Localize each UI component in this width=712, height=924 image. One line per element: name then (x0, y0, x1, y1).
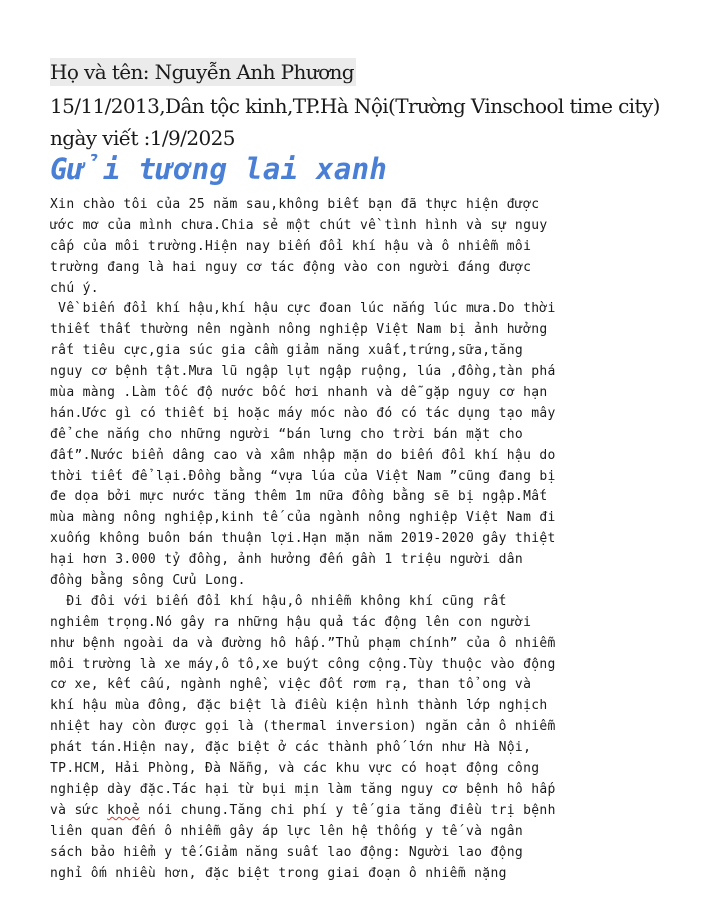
body-line: hán.Ước gì có thiết bị hoặc máy móc nào đó có tác dụng tạo mây (50, 405, 556, 421)
body-line: nghiêm trọng.Nó gây ra những hậu quả tác động lên con người (50, 614, 532, 630)
letter-body (50, 195, 660, 884)
body-line: mùa màng nông nghiệp,kinh tế của ngành nông nghiệp Việt Nam đi (50, 510, 556, 526)
student-name: Họ và tên: Nguyễn Anh Phương (50, 60, 355, 84)
body-line: khí hậu mùa đông, đặc biệt là điều kiện hình thành lớp nghịch (50, 698, 548, 714)
body-line: trường đang là hai nguy cơ tác động vào con người đáng được (50, 259, 532, 275)
body-line: TP.HCM, Hải Phòng, Đà Nẵng, và các khu vực có hoạt động công (50, 761, 540, 777)
body-line: để che nắng cho những người “bán lưng cho trời bán mặt cho (50, 426, 524, 442)
body-line: nghỉ ốm nhiều hơn, đặc biệt trong giai đoạn ô nhiễm nặng (50, 865, 507, 881)
body-line: thiết thất thường nên ngành nông nghiệp Việt Nam bị ảnh hưởng (50, 322, 548, 338)
body-line: sách bảo hiểm y tế.Giảm năng suất lao động: Người lao động (50, 844, 524, 860)
body-line: Đi đôi với biến đổi khí hậu,ô nhiễm không khí cũng rất (50, 593, 507, 609)
body-line: nhiệt hay còn được gọi là (thermal inversion) ngăn cản ô nhiễm (50, 719, 556, 735)
body-line: đe dọa bởi mực nước tăng thêm 1m nữa đồng bằng sẽ bị ngập.Mất (50, 489, 548, 505)
body-line: rất tiêu cực,gia súc gia cầm giảm năng xuất,trứng,sữa,tăng (50, 343, 524, 359)
spellcheck-marked-word[interactable]: khoẻ (107, 802, 140, 818)
body-line: nguy cơ bệnh tật.Mưa lũ ngập lụt ngập ruộng, lúa ,đồng,tàn phá (50, 364, 556, 380)
body-line: hại hơn 3.000 tỷ đồng, ảnh hưởng đến gần 1 triệu người dân (50, 552, 524, 568)
body-line: đất”.Nước biển dâng cao và xâm nhập mặn do biến đổi khí hậu do (50, 447, 556, 463)
body-line: như bệnh ngoài da và đường hô hấp.”Thủ phạm chính” của ô nhiễm (50, 635, 556, 651)
body-line: môi trường là xe máy,ô tô,xe buýt công cộng.Tùy thuộc vào động (50, 656, 556, 672)
body-line: mùa màng .Làm tốc độ nước bốc hơi nhanh và dễ gặp nguy cơ hạn (50, 385, 548, 401)
body-line: nghiệp dày đặc.Tác hại từ bụi mịn làm tăng nguy cơ bệnh hô hấp (50, 781, 556, 797)
body-line: Xin chào tôi của 25 năm sau,không biết bạn đã thực hiện được (50, 197, 540, 212)
body-line: phát tán.Hiện nay, đặc biệt ở các thành phố lớn như Hà Nội, (50, 740, 532, 756)
body-line: chú ý. (50, 280, 99, 296)
body-line: Về biến đổi khí hậu,khí hậu cực đoan lúc nắng lúc mưa.Do thời (50, 301, 556, 317)
body-line: liên quan đến ô nhiễm gây áp lực lên hệ thống y tế và ngân (50, 823, 524, 839)
body-text-segment: nói chung.Tăng chi phí y tế gia tăng điều trị bệnh (139, 802, 556, 818)
student-info: 15/11/2013,Dân tộc kinh,TP.Hà Nội(Trường Vinschool time city) (50, 94, 660, 118)
writing-date: ngày viết :1/9/2025 (50, 126, 235, 150)
body-line: thời tiết để lại.Đồng bằng “vựa lúa của Việt Nam ”cũng đang bị (50, 468, 556, 484)
body-line-with-spellcheck (50, 801, 660, 822)
letter-title: Gửi tương lai xanh (50, 152, 388, 186)
body-line: đồng bằng sông Cửu Long. (50, 573, 246, 589)
body-line: cơ xe, kết cấu, ngành nghề, việc đốt rơm rạ, than tổ ong và (50, 677, 532, 693)
body-text-segment: và sức (50, 802, 108, 818)
body-line: xuống không buôn bán thuận lợi.Hạn mặn năm 2019-2020 gây thiệt (50, 531, 556, 547)
body-line: cấp của môi trường.Hiện nay biến đổi khí hậu và ô nhiễm môi (50, 238, 532, 254)
body-line: ước mơ của mình chưa.Chia sẻ một chút về tình hình và sự nguy (50, 217, 548, 233)
